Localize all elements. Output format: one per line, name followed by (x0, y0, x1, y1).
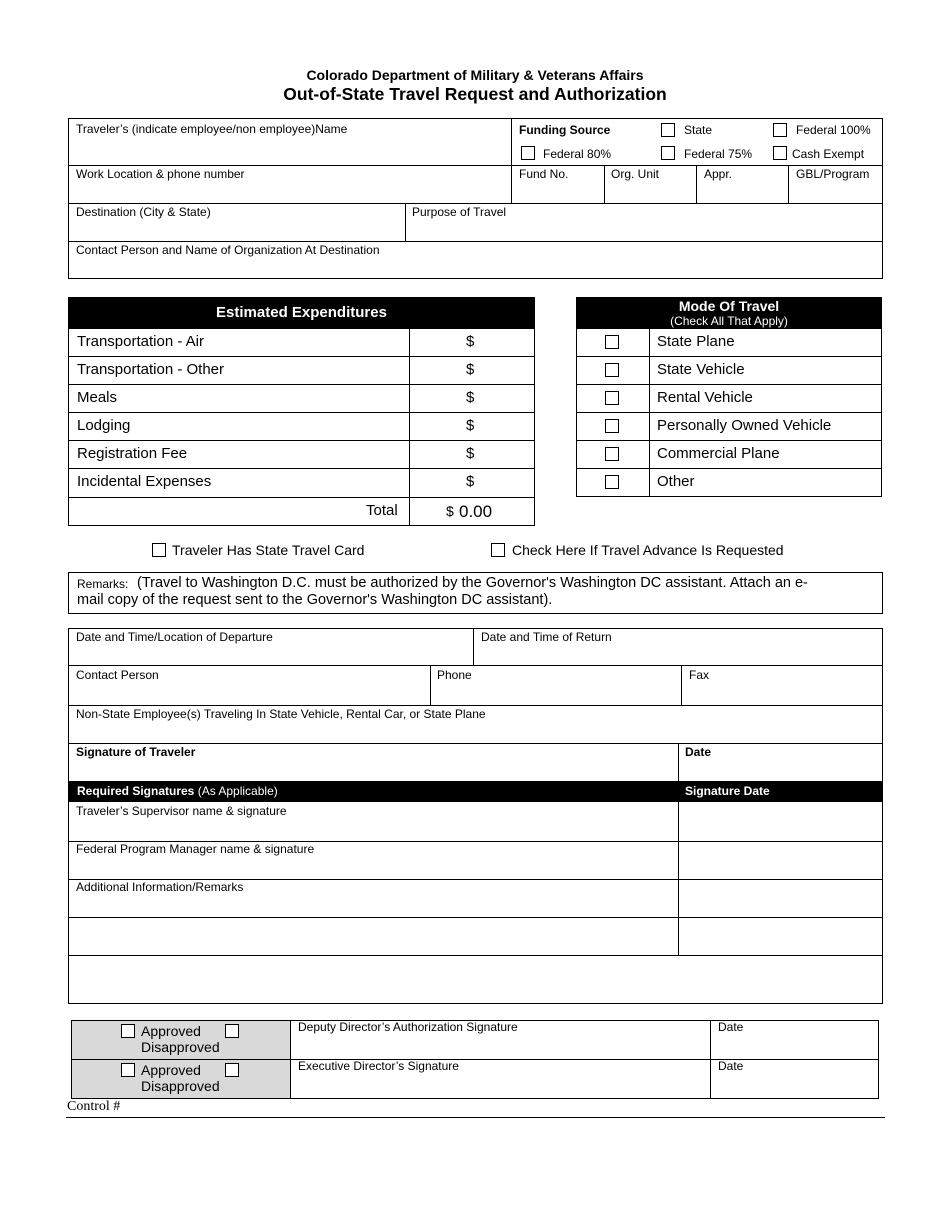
expenditures-header (68, 297, 535, 328)
form-title: Out-of-State Travel Request and Authorization (283, 84, 667, 104)
mode-label: Commercial Plane (657, 445, 780, 462)
supervisor-signature-field[interactable]: Traveler’s Supervisor name & signature (76, 804, 287, 818)
expense-row-label: Incidental Expenses (77, 473, 212, 490)
org-name: Colorado Department of Military & Veterans Affairs (306, 67, 644, 83)
expense-amount-field[interactable]: $ (466, 389, 475, 406)
mode-checkbox[interactable] (605, 419, 619, 433)
phone-field[interactable]: Phone (437, 668, 472, 682)
mode-checkbox[interactable] (605, 335, 619, 349)
fund-no-field[interactable]: Fund No. (519, 167, 569, 181)
traveler-signature-date-field[interactable]: Date (685, 745, 712, 759)
fax-field[interactable]: Fax (689, 668, 710, 682)
total-label: Total (366, 502, 398, 519)
executive-signature-field[interactable]: Executive Director’s Signature (298, 1059, 459, 1073)
non-state-employees-field[interactable]: Non-State Employee(s) Traveling In State Vehicle, Rental Car, or State Plane (76, 707, 486, 721)
funding-state-checkbox[interactable] (661, 123, 675, 137)
required-signatures-title (77, 784, 278, 798)
mode-title: Mode Of Travel (678, 298, 780, 314)
funding-cash-exempt-checkbox[interactable] (773, 146, 787, 160)
expense-amount-field[interactable]: $ (466, 333, 475, 350)
purpose-field[interactable]: Purpose of Travel (412, 205, 507, 219)
mode-checkbox[interactable] (605, 363, 619, 377)
travel-card-checkbox[interactable] (152, 543, 166, 557)
deputy-approved-checkbox[interactable] (121, 1024, 135, 1038)
total-currency: $ (446, 503, 454, 519)
mode-checkbox[interactable] (605, 447, 619, 461)
executive-disapproved-label: Disapproved (141, 1078, 220, 1094)
traveler-signature-field[interactable]: Signature of Traveler (76, 745, 196, 759)
funding-state-label: State (684, 123, 713, 137)
funding-federal-100-label: Federal 100% (796, 123, 871, 137)
expense-row-label: Transportation - Air (77, 333, 204, 350)
funding-federal-100-checkbox[interactable] (773, 123, 787, 137)
executive-approved-checkbox[interactable] (121, 1063, 135, 1077)
mode-label: Other (657, 473, 695, 490)
funding-federal-80-label: Federal 80% (543, 147, 612, 161)
deputy-date-field[interactable]: Date (718, 1020, 744, 1034)
funding-cash-exempt-label: Cash Exempt (792, 147, 865, 161)
deputy-disapproved-checkbox[interactable] (225, 1024, 239, 1038)
footer-rule (66, 1117, 885, 1118)
expense-amount-field[interactable]: $ (466, 473, 475, 490)
expense-amount-field[interactable]: $ (466, 361, 475, 378)
expense-amount-field[interactable]: $ (466, 445, 475, 462)
mode-checkbox[interactable] (605, 391, 619, 405)
funding-federal-75-label: Federal 75% (684, 147, 753, 161)
contact-destination-field[interactable]: Contact Person and Name of Organization At Destination (76, 243, 380, 257)
deputy-signature-field[interactable]: Deputy Director’s Authorization Signature (298, 1020, 518, 1034)
executive-disapproved-checkbox[interactable] (225, 1063, 239, 1077)
travel-card-label: Traveler Has State Travel Card (172, 542, 365, 558)
total-value: 0.00 (459, 502, 493, 521)
control-number-field[interactable]: Control # (67, 1099, 121, 1114)
signature-date-title: Signature Date (685, 784, 770, 798)
destination-field[interactable]: Destination (City & State) (76, 205, 211, 219)
mode-label: State Plane (657, 333, 735, 350)
expense-row-label: Lodging (77, 417, 131, 434)
additional-info-field[interactable]: Additional Information/Remarks (76, 880, 244, 894)
mode-label: State Vehicle (657, 361, 745, 378)
appr-field[interactable]: Appr. (704, 167, 733, 181)
gbl-program-field[interactable]: GBL/Program (796, 167, 870, 181)
org-unit-field[interactable]: Org. Unit (611, 167, 660, 181)
required-signatures-bold: Required Signatures (77, 784, 195, 798)
federal-manager-signature-field[interactable]: Federal Program Manager name & signature (76, 842, 315, 856)
executive-approved-label: Approved (141, 1062, 201, 1078)
expense-amount-field[interactable]: $ (466, 417, 475, 434)
deputy-approved-label: Approved (141, 1023, 201, 1039)
mode-checkbox[interactable] (605, 475, 619, 489)
funding-federal-80-checkbox[interactable] (521, 146, 535, 160)
executive-date-field[interactable]: Date (718, 1059, 744, 1073)
work-location-field[interactable]: Work Location & phone number (76, 167, 245, 181)
travel-advance-label: Check Here If Travel Advance Is Requested (512, 542, 784, 558)
required-signatures-note: (As Applicable) (197, 784, 278, 798)
mode-label: Rental Vehicle (657, 389, 753, 406)
travel-advance-checkbox[interactable] (491, 543, 505, 557)
return-field[interactable]: Date and Time of Return (481, 630, 612, 644)
mode-label: Personally Owned Vehicle (657, 417, 832, 434)
expense-row-label: Transportation - Other (77, 361, 225, 378)
funding-source-label: Funding Source (519, 123, 611, 137)
mode-of-travel-header (576, 297, 882, 328)
departure-field[interactable]: Date and Time/Location of Departure (76, 630, 273, 644)
expense-row-label: Meals (77, 389, 118, 406)
deputy-disapproved-label: Disapproved (141, 1039, 220, 1055)
expense-row-label: Registration Fee (77, 445, 188, 462)
contact-person-field[interactable]: Contact Person (76, 668, 159, 682)
remarks-text-line1: (Travel to Washington D.C. must be authorized by the Governor's Washington DC assistant. Attach an e- (137, 575, 808, 591)
traveler-name-field[interactable]: Traveler’s (indicate employee/non employee)Name (76, 122, 348, 136)
remarks-label: Remarks: (77, 577, 129, 591)
expenditures-title: Estimated Expenditures (216, 304, 387, 321)
remarks-text-line2: mail copy of the request sent to the Governor's Washington DC assistant). (77, 592, 553, 608)
mode-subtitle: (Check All That Apply) (670, 314, 788, 328)
funding-federal-75-checkbox[interactable] (661, 146, 675, 160)
